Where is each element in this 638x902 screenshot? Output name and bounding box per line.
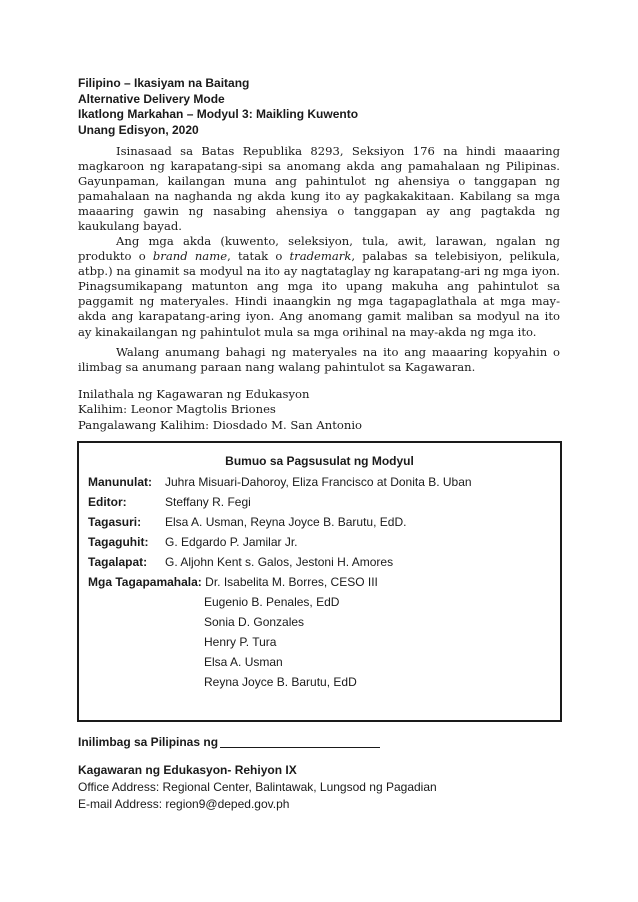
reviewer-row [88, 515, 406, 529]
secretary-line: Kalihim: Leonor Magtolis Briones [78, 402, 276, 417]
row-label: Tagasuri: [88, 515, 142, 529]
brand-name-term: brand name [152, 249, 228, 264]
manager-name: Dr. Isabelita M. Borres, CESO III [205, 575, 378, 589]
printed-in-line [78, 735, 380, 749]
office-name: Kagawaran ng Edukasyon- Rehiyon IX [78, 763, 297, 777]
manager-name: Sonia D. Gonzales [204, 615, 305, 629]
office-address: Office Address: Regional Center, Balintawak, Lungsod ng Pagadian [78, 780, 437, 794]
row-label: Tagaguhit: [88, 535, 149, 549]
trademark-term: trademark [289, 249, 352, 264]
row-value: G. Aljohn Kent s. Galos, Jestoni H. Amores [165, 555, 394, 569]
reproduction-text: Walang anumang bahagi ng materyales na ito ang maaaring kopyahin o ilimbag sa anumang paraan nang walang pahintulot sa Kagawaran. [78, 345, 560, 375]
email-address: E-mail Address: region9@deped.gov.ph [78, 797, 290, 811]
manager-name: Eugenio B. Penales, EdD [204, 595, 340, 609]
manager-name: Henry P. Tura [204, 635, 277, 649]
module-title: Ikatlong Markahan – Modyul 3: Maikling Kuwento [78, 107, 359, 121]
undersecretary-line: Pangalawang Kalihim: Diosdado M. San Antonio [78, 417, 363, 432]
rights-text-3: , palabas sa telebisiyon, pelikula, atbp.) na ginamit sa modyul na ito ay nagtataglay ng karapatang-ari ng mga iyon. Pinagsumikapang matunton ang mga ito upang makuha ang pahintulot sa paggamit ng materyales. Hindi inaangkin ng mga tagapaglathala at mga may-akda ang karapatang-aring iyon. Ang anomang gamit maliban sa modyul na ito ay kinakailangan ng pahintulot mula sa mga orihinal na may-akda ng mga ito. [78, 249, 560, 339]
rights-text-2: , tatak o [227, 249, 290, 264]
managers-row [88, 575, 378, 589]
delivery-mode: Alternative Delivery Mode [78, 91, 225, 106]
module-development-team-box [77, 441, 562, 722]
row-value: Elsa A. Usman, Reyna Joyce B. Barutu, EdD. [165, 515, 407, 529]
copyright-paragraph [78, 144, 560, 235]
copyright-text: Isinasaad sa Batas Republika 8293, Seksiyon 176 na hindi maaaring magkaroon ng karapatang-sipi sa anomang akda ang pamahalaan ng Pilipinas. Gayunpaman, kailangan muna ang pahintulot ng ahensiya o tanggapan ng pamahalaan na naghanda ng akda kung ito ay pagkakakitaan. Kabilang sa mga maaaring gawin ng nasabing ahensiya o tanggapan ay ang pagtakda ng kaukulang bayad. [78, 144, 560, 234]
writer-row [88, 475, 472, 489]
row-value: G. Edgardo P. Jamilar Jr. [165, 535, 298, 549]
printer-blank-line [220, 735, 380, 748]
managers-label: Mga Tagapamahala: [88, 575, 202, 589]
row-label: Tagalapat: [88, 555, 148, 569]
printed-label: Inilimbag sa Pilipinas ng [78, 735, 219, 749]
row-value: Juhra Misuari-Dahoroy, Eliza Francisco at Donita B. Uban [165, 475, 472, 489]
office-footer [78, 762, 437, 813]
manager-name: Elsa A. Usman [204, 655, 283, 669]
rights-paragraph [78, 234, 560, 340]
illustrator-row [88, 535, 298, 549]
publisher-info [78, 387, 362, 433]
layout-artist-row [88, 555, 393, 569]
document-header [78, 76, 568, 138]
edition: Unang Edisyon, 2020 [78, 122, 199, 137]
manager-name: Reyna Joyce B. Barutu, EdD [204, 675, 357, 689]
subject-title: Filipino – Ikasiyam na Baitang [78, 76, 250, 90]
reproduction-paragraph [78, 345, 560, 375]
rights-text-1: Ang mga akda (kuwento, seleksiyon, tula, awit, larawan, ngalan ng produkto o [78, 234, 560, 264]
row-value: Steffany R. Fegi [165, 495, 251, 509]
box-title: Bumuo sa Pagsusulat ng Modyul [225, 454, 414, 468]
row-label: Manunulat: [88, 475, 152, 489]
publisher-line: Inilathala ng Kagawaran ng Edukasyon [78, 387, 310, 401]
editor-row [88, 495, 251, 509]
row-label: Editor: [88, 495, 127, 509]
